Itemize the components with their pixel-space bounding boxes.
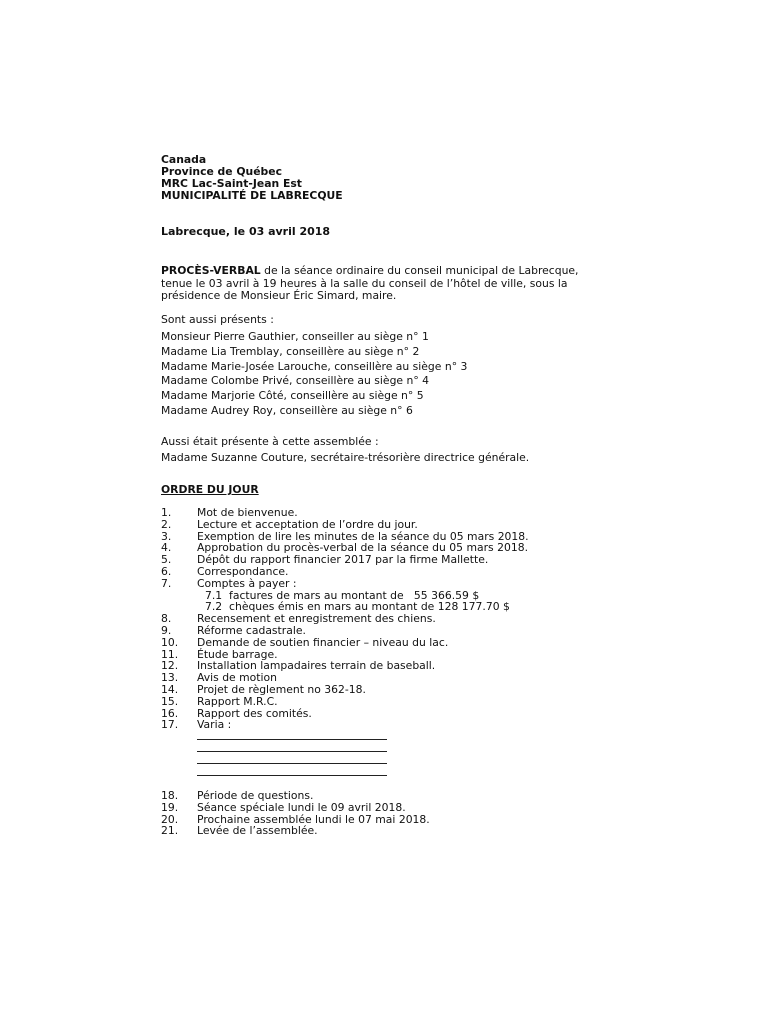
agenda-number: 11. [161, 647, 179, 661]
agenda-number: 14. [161, 682, 179, 696]
agenda-text: Comptes à payer : [197, 576, 297, 590]
agenda-text: Avis de motion [197, 671, 277, 685]
agenda-number: 9. [161, 623, 172, 637]
varia-blank-line [161, 731, 529, 743]
agenda-number: 15. [161, 694, 179, 708]
header-mrc: MRC Lac-Saint-Jean Est [161, 177, 302, 190]
present-label: Sont aussi présents : [161, 313, 274, 326]
agenda-text: Installation lampadaires terrain de baseball. [197, 659, 436, 673]
agenda-number: 13. [161, 671, 179, 685]
agenda-text: Prochaine assemblée lundi le 07 mai 2018. [197, 812, 430, 826]
agenda-number: 12. [161, 659, 179, 673]
header-municipality: MUNICIPALITÉ DE LABRECQUE [161, 189, 343, 202]
agenda-item [161, 566, 529, 578]
varia-blank-line [161, 743, 529, 755]
agenda-text: Varia : [197, 718, 232, 732]
agenda-number: 16. [161, 706, 179, 720]
agenda-text: Réforme cadastrale. [197, 623, 306, 637]
agenda-text: Séance spéciale lundi le 09 avril 2018. [197, 800, 406, 814]
member-item: Monsieur Pierre Gauthier, conseiller au siège n° 1 [161, 330, 429, 343]
agenda-number: 8. [161, 612, 172, 626]
agenda-item [161, 684, 529, 696]
agenda-title: ORDRE DU JOUR [161, 483, 259, 496]
agenda-number: 7. [161, 576, 172, 590]
agenda-subitem: 7.2 chèques émis en mars au montant de 128 177.70 $ [205, 600, 510, 614]
agenda-number: 4. [161, 541, 172, 555]
agenda-text: Approbation du procès-verbal de la séance du 05 mars 2018. [197, 541, 529, 555]
agenda-number: 21. [161, 824, 179, 838]
agenda-text: Projet de règlement no 362-18. [197, 682, 366, 696]
agenda-text: Mot de bienvenue. [197, 506, 298, 519]
agenda-text: Lecture et acceptation de l’ordre du jour. [197, 517, 418, 531]
agenda-number: 5. [161, 553, 172, 567]
intro-line1: de la séance ordinaire du conseil municipal de Labrecque, [260, 264, 579, 277]
assistant-person: Madame Suzanne Couture, secrétaire-trésorière directrice générale. [161, 450, 530, 464]
agenda-text: Recensement et enregistrement des chiens. [197, 612, 436, 626]
agenda-item [161, 519, 529, 531]
assistant-label: Aussi était présente à cette assemblée : [161, 435, 379, 448]
agenda-number: 17. [161, 718, 179, 732]
intro-line2: tenue le 03 avril à 19 heures à la salle du conseil de l’hôtel de ville, sous la [161, 276, 568, 290]
agenda-text: Période de questions. [197, 789, 314, 802]
member-item: Madame Audrey Roy, conseillère au siège n° 6 [161, 403, 413, 417]
member-item: Madame Colombe Privé, conseillère au siège n° 4 [161, 374, 430, 388]
agenda-text: Étude barrage. [197, 647, 278, 661]
document-header [161, 154, 343, 202]
intro-paragraph [161, 265, 601, 303]
agenda-item [161, 825, 430, 837]
agenda-text: Levée de l’assemblée. [197, 824, 318, 838]
agenda-text: Rapport des comités. [197, 706, 312, 720]
varia-blank-line [161, 767, 529, 779]
assistant-block [161, 434, 529, 465]
agenda-number: 3. [161, 529, 172, 543]
agenda-text: Dépôt du rapport financier 2017 par la firme Mallette. [197, 553, 489, 567]
agenda-item [161, 719, 529, 731]
agenda-number: 1. [161, 506, 172, 519]
intro-title: PROCÈS-VERBAL [161, 264, 261, 277]
agenda-number: 18. [161, 789, 179, 802]
members-list [161, 330, 467, 419]
agenda-item [161, 802, 430, 814]
varia-blank-line [161, 755, 529, 767]
agenda-list [161, 507, 529, 778]
intro-line3: présidence de Monsieur Éric Simard, maire. [161, 289, 397, 302]
agenda-number: 2. [161, 517, 172, 531]
agenda-number: 6. [161, 564, 172, 578]
agenda-text: Exemption de lire les minutes de la séance du 05 mars 2018. [197, 529, 529, 543]
agenda-item [161, 625, 529, 637]
header-country: Canada [161, 153, 207, 166]
agenda-list-end [161, 790, 430, 837]
agenda-text: Correspondance. [197, 564, 289, 578]
agenda-item [161, 696, 529, 708]
agenda-number: 20. [161, 812, 179, 826]
member-item: Madame Marjorie Côté, conseillère au siège n° 5 [161, 389, 424, 403]
member-item: Madame Marie-Josée Larouche, conseillère au siège n° 3 [161, 359, 468, 373]
agenda-text: Rapport M.R.C. [197, 694, 278, 708]
agenda-text: Demande de soutien financier – niveau du lac. [197, 635, 449, 649]
date-line: Labrecque, le 03 avril 2018 [161, 225, 331, 238]
agenda-item [161, 637, 529, 649]
agenda-item [161, 578, 529, 590]
agenda-subitem: 7.1 factures de mars au montant de 55 366.59 $ [205, 588, 480, 602]
member-item: Madame Lia Tremblay, conseillère au siège n° 2 [161, 344, 420, 358]
agenda-number: 19. [161, 800, 179, 814]
header-province: Province de Québec [161, 165, 283, 178]
agenda-number: 10. [161, 635, 179, 649]
